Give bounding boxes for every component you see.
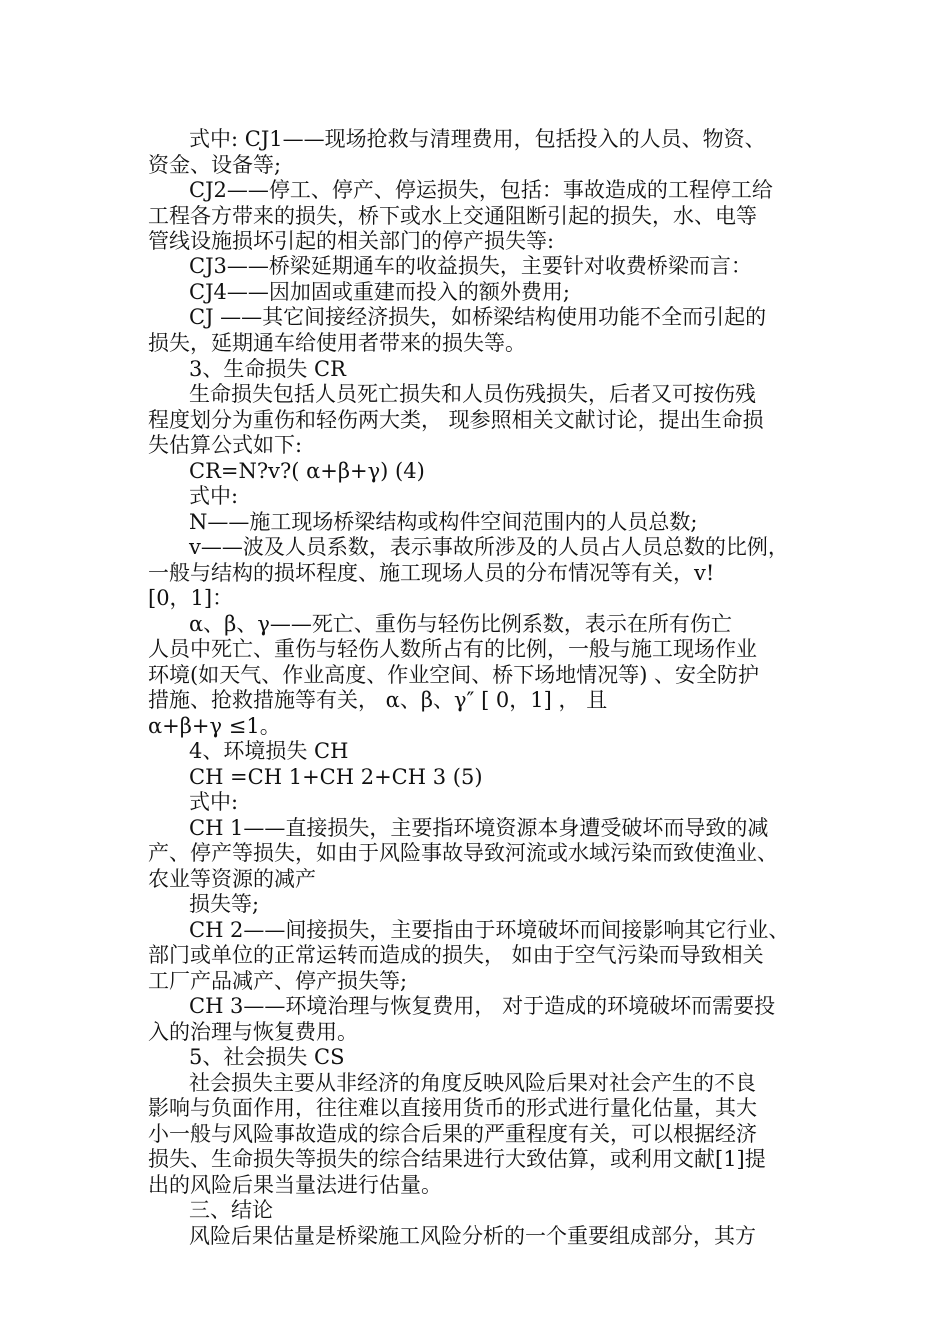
text-line: 工厂产品减产、停产损失等; — [148, 969, 408, 993]
text-line: 损失，延期通车给使用者带来的损失等。 — [148, 331, 526, 355]
text-line: 失估算公式如下: — [148, 433, 303, 457]
text-line: 工程各方带来的损失，桥下或水上交通阻断引起的损失，水、电等 — [148, 204, 757, 228]
text-line: 损失、生命损失等损失的综合结果进行大致估算，或利用文献[1]提 — [148, 1147, 766, 1171]
text-line: 社会损失主要从非经济的角度反映风险后果对社会产生的不良 — [189, 1071, 756, 1095]
text-line: 一般与结构的损坏程度、施工现场人员的分布情况等有关，v! — [148, 561, 715, 585]
text-line: 风险后果估量是桥梁施工风险分析的一个重要组成部分，其方 — [189, 1224, 756, 1248]
section-heading: 5、社会损失 CS — [189, 1045, 345, 1069]
text-line: CJ2——停工、停产、停运损失，包括：事故造成的工程停工给 — [189, 178, 773, 202]
section-heading: 3、生命损失 CR — [189, 357, 346, 381]
text-line: 出的风险后果当量法进行估量。 — [148, 1173, 442, 1197]
text-line: 影响与负面作用，往往难以直接用货币的形式进行量化估量，其大 — [148, 1096, 757, 1120]
text-line: 小一般与风险事故造成的综合后果的严重程度有关，可以根据经济 — [148, 1122, 757, 1146]
text-line: 式中: CJ1——现场抢救与清理费用，包括投入的人员、物资、 — [189, 127, 766, 151]
text-line: CH 2——间接损失，主要指由于环境破坏而间接影响其它行业、 — [189, 918, 790, 942]
formula-line: CR=N?v?( α+β+γ) (4) — [189, 459, 425, 483]
text-line: 人员中死亡、重伤与轻伤人数所占有的比例，一般与施工现场作业 — [148, 637, 757, 661]
formula-line: CH =CH 1+CH 2+CH 3 (5) — [189, 765, 483, 789]
text-line: α、β、γ——死亡、重伤与轻伤比例系数，表示在所有伤亡 — [189, 612, 732, 636]
text-line: 部门或单位的正常运转而造成的损失， 如由于空气污染而导致相关 — [148, 943, 764, 967]
text-line: CJ3——桥梁延期通车的收益损失，主要针对收费桥梁而言： — [189, 254, 752, 278]
section-heading: 4、环境损失 CH — [189, 739, 349, 763]
text-line: CH 3——环境治理与恢复费用， 对于造成的环境破坏而需要投 — [189, 994, 776, 1018]
text-line: 农业等资源的减产 — [148, 867, 316, 891]
text-line: CJ ——其它间接经济损失，如桥梁结构使用功能不全而引起的 — [189, 305, 767, 329]
text-line: N——施工现场桥梁结构或构件空间范围内的人员总数; — [189, 510, 698, 534]
text-line: CJ4——因加固或重建而投入的额外费用; — [189, 280, 570, 304]
text-line: 管线设施损坏引起的相关部门的停产损失等: — [148, 229, 555, 253]
text-line: 措施、抢救措施等有关， α、β、γ″ [ 0，1] ， 且 — [148, 688, 608, 712]
text-line: 生命损失包括人员死亡损失和人员伤残损失，后者又可按伤残 — [189, 382, 756, 406]
text-line: CH 1——直接损失，主要指环境资源本身遭受破坏而导致的减 — [189, 816, 769, 840]
section-heading: 三、结论 — [189, 1198, 273, 1222]
text-line: 环境(如天气、作业高度、作业空间、桥下场地情况等) 、安全防护 — [148, 663, 760, 687]
text-line: 式中: — [189, 790, 239, 814]
text-line: 入的治理与恢复费用。 — [148, 1020, 358, 1044]
text-line: 程度划分为重伤和轻伤两大类， 现参照相关文献讨论，提出生命损 — [148, 408, 764, 432]
text-line: 式中: — [189, 484, 239, 508]
text-line: v——波及人员系数，表示事故所涉及的人员占人员总数的比例， — [189, 535, 789, 559]
text-line: 资金、设备等; — [148, 153, 282, 177]
text-line: [0，1]： — [148, 586, 234, 610]
formula-line: α+β+γ ≤1。 — [148, 714, 281, 738]
text-line: 产、停产等损失，如由于风险事故导致河流或水域污染而致使渔业、 — [148, 841, 778, 865]
text-line: 损失等; — [189, 892, 260, 916]
